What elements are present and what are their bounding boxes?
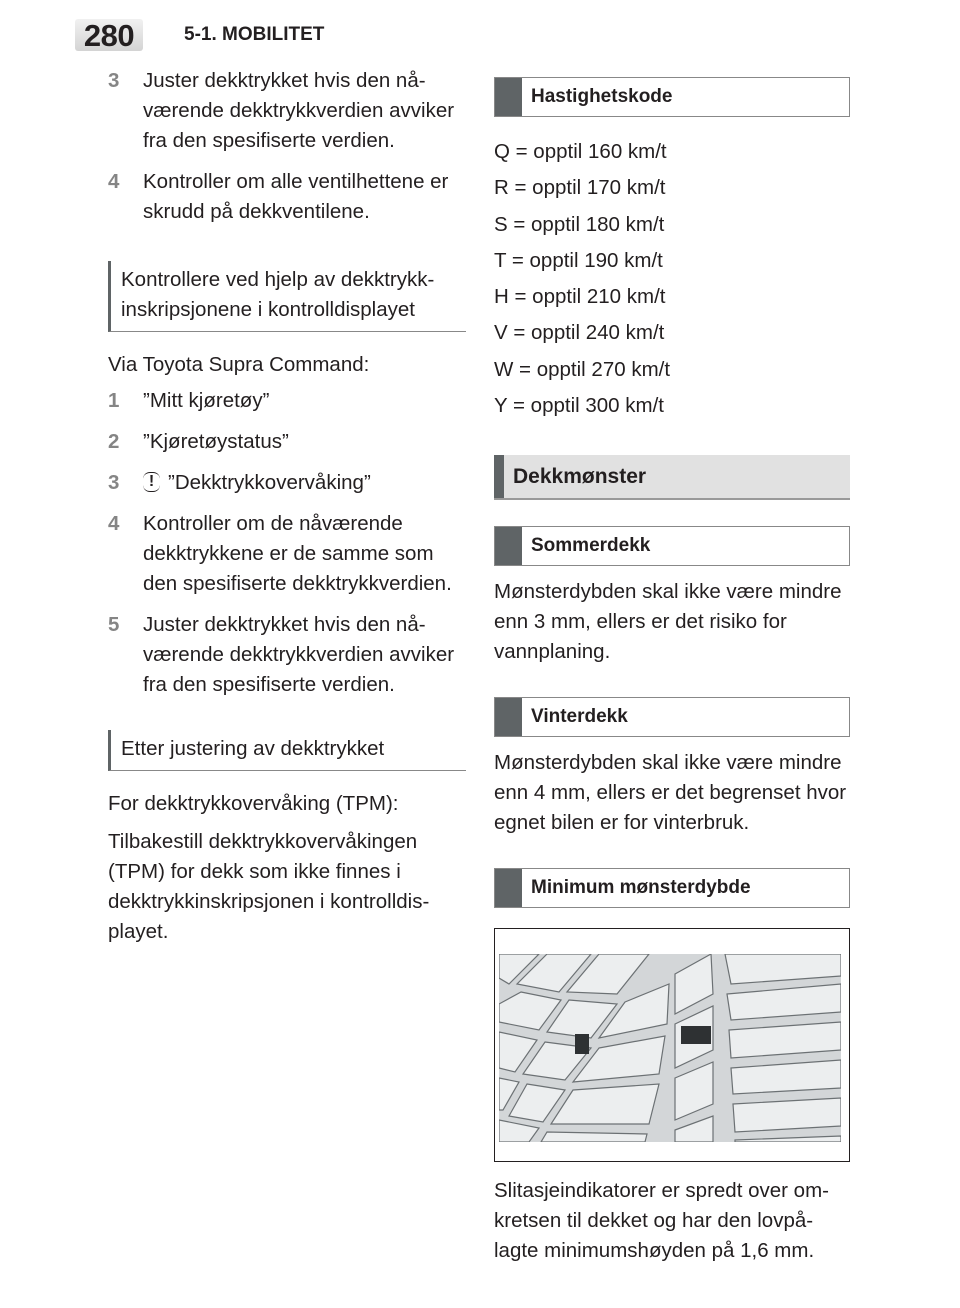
heading-bar [494,455,504,498]
winter-text: Mønsterdybden skal ikke være mindre enn 4 mm, ellers er det begrenset hvor egnet bilen er for vinterbruk. [494,751,847,835]
list-item: Q = opptil 160 km/t [494,140,667,163]
heading-speed-code [494,77,850,117]
step-number: 2 [108,430,120,453]
section-title: 5-1. MOBILITET [184,24,325,45]
list-item: T = opptil 190 km/t [494,248,663,272]
list-item: H = opptil 210 km/t [494,285,666,309]
step-number: 3 [108,471,120,494]
figure-caption: Slitasjeindikatorer er spredt over omkretsen til dekket og har den lovpålagte minimumshøyden på 1,6 mm. [494,1179,829,1263]
subheading-after-adjustment: Etter justering av dekktrykket [108,730,466,771]
heading-bar [495,698,522,736]
list-item: S = opptil 180 km/t [494,212,665,236]
list-item [108,66,466,156]
step-number: 4 [108,512,120,535]
heading-bar [495,527,522,565]
subheading-check-via-display: Kontrollere ved hjelp av dekktrykkinskripsjonene i kontrolldisplayet [108,261,466,332]
list-item [108,509,466,599]
step-text: Juster dekktrykket hvis den nåværende dekktrykkverdien avviker fra den spesifiserte verdien. [143,69,455,152]
step-text: Juster dekktrykket hvis den nåværende dekktrykkverdien avviker fra den spesifiserte verdien. [143,613,455,696]
list-item: W = opptil 270 km/t [494,357,671,381]
list-item [108,468,466,498]
tyre-tread-figure [494,928,850,1162]
tpm-reset-text: Tilbakestill dekktrykkovervåkingen (TPM) for dekk som ikke finnes i dekktrykkinskripsjonen i kontrolldisplayet. [108,830,430,943]
heading-minimum-tread-depth [494,868,850,908]
right-column [494,66,850,1272]
step-number: 1 [108,389,120,412]
step-text: Kontroller om alle ventilhettene er skrudd på dekkventilene. [143,170,449,223]
list-item: R = opptil 170 km/t [494,176,666,200]
heading-bar [495,78,522,116]
list-item: V = opptil 240 km/t [494,321,665,345]
step-text: ”Kjøretøystatus” [143,430,289,453]
tyre-pressure-warning-icon [143,472,160,492]
list-item: Y = opptil 300 km/t [494,394,664,418]
list-item [108,610,466,700]
heading-text: Vinterdekk [531,706,628,728]
heading-text: Minimum mønsterdybde [531,877,751,899]
left-column [108,66,466,953]
tyre-tread-illustration [499,954,841,1142]
heading-text: Sommerdekk [531,535,651,557]
summer-text: Mønsterdybden skal ikke være mindre enn 3 mm, ellers er det risiko for vannplaning. [494,580,842,664]
heading-text: Hastighetskode [531,86,673,107]
step-text [143,468,466,498]
via-text: Via Toyota Supra Command: [108,353,370,376]
heading-tread-pattern [494,455,850,500]
list-item [108,167,466,227]
step-number: 3 [108,69,120,92]
step-number: 4 [108,170,120,193]
speed-code-list [494,137,850,427]
heading-bar [495,869,522,907]
step-text-label: ”Dekktrykkovervåking” [168,471,371,494]
list-item [108,386,466,416]
heading-summer-tyres [494,526,850,566]
step-text: Kontroller om de nåværende dekktrykkene er de samme som den spesifiserte dekktrykkverdien. [143,512,452,595]
page-header [0,0,960,62]
wear-indicator-marker [681,1026,711,1044]
heading-text: Dekkmønster [513,464,647,488]
heading-winter-tyres [494,697,850,737]
step-number: 5 [108,613,120,636]
step-text: ”Mitt kjøretøy” [143,389,270,412]
list-item [108,427,466,457]
page-number: 280 [78,18,140,54]
tpm-intro: For dekktrykkovervåking (TPM): [108,792,399,815]
wear-indicator-marker [575,1034,589,1054]
